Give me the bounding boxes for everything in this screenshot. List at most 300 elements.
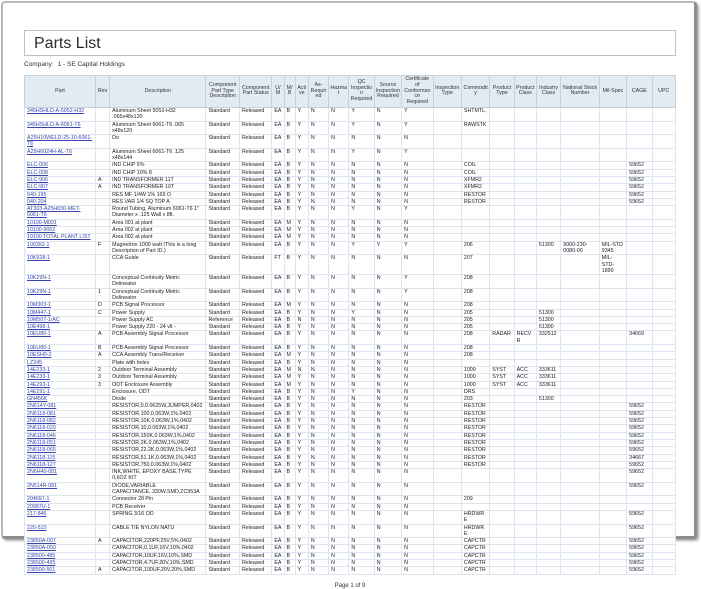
part-cell	[25, 135, 96, 149]
cell: Released	[239, 241, 271, 255]
cell	[95, 559, 109, 566]
cell	[536, 410, 560, 417]
cell: Y	[295, 545, 308, 552]
table-row	[25, 454, 676, 461]
cell: N	[402, 503, 433, 510]
cell	[599, 198, 626, 205]
cell: N	[349, 510, 374, 524]
cell	[599, 234, 626, 241]
cell	[490, 461, 514, 468]
cell: RES MF 1/4W 1% 169 O	[110, 191, 206, 198]
cell	[514, 107, 536, 121]
cell: EA	[272, 381, 284, 388]
cell: 59652	[627, 559, 652, 566]
cell: N	[329, 241, 349, 255]
cell: N	[308, 538, 328, 545]
cell	[95, 545, 109, 552]
column-header-part: Part	[25, 76, 96, 108]
cell: Standard	[206, 410, 239, 417]
cell: Standard	[206, 418, 239, 425]
cell	[514, 388, 536, 395]
cell	[599, 135, 626, 149]
cell	[514, 461, 536, 468]
part-link[interactable]: 10M507-1/AC	[27, 316, 60, 323]
cell: MIL-STD 9345	[599, 241, 626, 255]
cell: N	[374, 184, 401, 191]
cell: N	[402, 396, 433, 403]
cell: Standard	[206, 191, 239, 198]
cell: N	[374, 302, 401, 309]
cell: B	[284, 324, 295, 331]
cell: Y	[295, 219, 308, 226]
cell: Standard	[206, 545, 239, 552]
cell: Released	[239, 302, 271, 309]
cell: Released	[239, 176, 271, 183]
cell	[599, 227, 626, 234]
cell: Magnetron 1000 watt (This is a long Description of Part ID.)	[110, 241, 206, 255]
cell	[490, 482, 514, 496]
cell: EA	[272, 374, 284, 381]
cell	[490, 454, 514, 461]
table-row	[25, 461, 676, 468]
cell	[561, 324, 600, 331]
cell: Released	[239, 345, 271, 352]
part-link[interactable]: ELC-907	[27, 184, 48, 191]
cell	[652, 503, 676, 510]
cell	[433, 503, 461, 510]
cell: 1	[95, 288, 109, 302]
cell: N	[402, 482, 433, 496]
cell	[561, 552, 600, 559]
cell: 59652	[627, 482, 652, 496]
cell: N	[374, 234, 401, 241]
part-cell	[25, 241, 96, 255]
cell	[95, 206, 109, 220]
cell: N	[308, 461, 328, 468]
part-link[interactable]: GN456K	[27, 396, 48, 403]
cell	[433, 545, 461, 552]
cell: RAWSTK	[461, 121, 489, 135]
cell: N	[349, 418, 374, 425]
cell: N	[349, 381, 374, 388]
cell: B	[284, 206, 295, 220]
cell	[490, 359, 514, 366]
part-link[interactable]: 040-195	[27, 191, 47, 198]
cell	[652, 432, 676, 439]
cell: Y	[374, 241, 401, 255]
cell: N	[329, 496, 349, 503]
cell: N	[402, 352, 433, 359]
company-value: 1 - SE Capital Holdings	[57, 61, 125, 68]
part-link[interactable]: 14E291-1	[27, 388, 50, 395]
cell: N	[329, 176, 349, 183]
part-link[interactable]: 345HSHLD-A-6061-T6	[27, 121, 81, 128]
cell: N	[308, 454, 328, 461]
table-row	[25, 366, 676, 373]
cell	[433, 388, 461, 395]
cell	[433, 331, 461, 345]
cell	[433, 198, 461, 205]
part-cell	[25, 176, 96, 183]
part-cell	[25, 538, 96, 545]
cell: Released	[239, 198, 271, 205]
cell: 205	[461, 309, 489, 316]
cell: EA	[272, 559, 284, 566]
table-row	[25, 482, 676, 496]
cell: N	[308, 219, 328, 226]
cell: B	[284, 135, 295, 149]
cell: 34667	[627, 454, 652, 461]
cell: Released	[239, 184, 271, 191]
cell	[490, 219, 514, 226]
cell: N	[374, 352, 401, 359]
table-row	[25, 510, 676, 524]
cell	[433, 567, 461, 574]
cell: B	[284, 503, 295, 510]
cell	[490, 388, 514, 395]
cell: RESTOR	[461, 403, 489, 410]
part-link[interactable]: 220-510	[27, 524, 47, 531]
cell: B	[284, 396, 295, 403]
part-link[interactable]: 238500-485	[27, 552, 56, 559]
cell	[490, 107, 514, 121]
part-link[interactable]: 238500-501	[27, 567, 56, 574]
cell: Released	[239, 366, 271, 373]
cell	[95, 454, 109, 461]
cell	[514, 510, 536, 524]
cell: EA	[272, 366, 284, 373]
cell	[95, 496, 109, 503]
cell: B	[284, 418, 295, 425]
cell: B	[284, 121, 295, 135]
cell	[433, 324, 461, 331]
cell: B	[284, 559, 295, 566]
cell: N	[308, 241, 328, 255]
cell: Released	[239, 288, 271, 302]
cell: N	[349, 345, 374, 352]
cell	[561, 425, 600, 432]
cell: N	[308, 288, 328, 302]
cell	[652, 439, 676, 446]
cell: IND TRANSFORMER 11T	[110, 176, 206, 183]
part-link[interactable]: 204697-1	[27, 496, 50, 503]
cell	[536, 302, 560, 309]
part-link[interactable]: A25H6024H-AL-T6	[27, 148, 73, 155]
cell: EA	[272, 316, 284, 323]
cell: Y	[295, 381, 308, 388]
cell: EA	[272, 496, 284, 503]
cell: N	[349, 227, 374, 234]
cell: CAPCTR	[461, 538, 489, 545]
cell: N	[308, 496, 328, 503]
cell: SPRING 3/16 OD	[110, 510, 206, 524]
cell: IND TRANSFORMER 10T	[110, 184, 206, 191]
cell	[514, 275, 536, 289]
cell	[461, 503, 489, 510]
cell: 208	[461, 288, 489, 302]
part-link[interactable]: 2N6H40-081	[27, 469, 58, 476]
cell: N	[374, 545, 401, 552]
cell: B	[284, 552, 295, 559]
cell	[536, 403, 560, 410]
cell: Standard	[206, 482, 239, 496]
cell: Standard	[206, 454, 239, 461]
table-row	[25, 496, 676, 503]
part-link[interactable]: 100392-1	[27, 241, 50, 248]
cell: N	[329, 538, 349, 545]
table-row	[25, 162, 676, 169]
part-link[interactable]: ELC-006	[27, 162, 48, 169]
cell: N	[374, 425, 401, 432]
cell	[514, 538, 536, 545]
cell: B	[284, 176, 295, 183]
cell: N	[349, 255, 374, 275]
cell: N	[374, 366, 401, 373]
part-link[interactable]: ELC-008	[27, 169, 48, 176]
cell	[599, 552, 626, 559]
cell: Y	[402, 107, 433, 121]
cell: N	[374, 524, 401, 538]
cell	[561, 469, 600, 483]
part-link[interactable]: 10100-9002	[27, 227, 56, 234]
cell: Released	[239, 503, 271, 510]
cell	[433, 255, 461, 275]
cell: Standard	[206, 366, 239, 373]
cell: PCB Receiver	[110, 503, 206, 510]
cell	[652, 538, 676, 545]
cell: Y	[295, 107, 308, 121]
table-row	[25, 121, 676, 135]
part-cell	[25, 482, 96, 496]
cell: 59652	[627, 538, 652, 545]
table-row	[25, 331, 676, 345]
cell: N	[329, 288, 349, 302]
cell: EA	[272, 302, 284, 309]
part-link[interactable]: 2N6118-081	[27, 410, 56, 417]
cell: B	[284, 403, 295, 410]
report-page	[24, 30, 676, 589]
part-link[interactable]: 10E498-1	[27, 324, 50, 331]
part-link[interactable]: 2N6118-065	[27, 447, 56, 454]
part-link[interactable]: 2N6118-115	[27, 454, 56, 461]
cell: N	[329, 162, 349, 169]
cell: Released	[239, 425, 271, 432]
cell	[433, 316, 461, 323]
cell	[561, 162, 600, 169]
cell: Standard	[206, 439, 239, 446]
cell: Y	[402, 275, 433, 289]
cell: EA	[272, 352, 284, 359]
part-link[interactable]: 14E293-1	[27, 381, 50, 388]
cell: N	[349, 184, 374, 191]
part-link[interactable]: 10EU80-1	[27, 331, 51, 338]
cell: N	[329, 234, 349, 241]
cell	[561, 121, 600, 135]
part-cell	[25, 524, 96, 538]
cell: Y	[295, 396, 308, 403]
cell: Conceptual Continuity Metric Delineator	[110, 275, 206, 289]
cell	[627, 374, 652, 381]
column-header-national-stock-number: National Stock Number	[561, 76, 600, 108]
cell	[514, 418, 536, 425]
cell: EA	[272, 184, 284, 191]
part-link[interactable]: 10K29N-1	[27, 275, 51, 282]
cell: N	[308, 510, 328, 524]
cell	[536, 121, 560, 135]
cell: N	[374, 454, 401, 461]
cell: N	[329, 316, 349, 323]
cell: CAPACITOR,220PF,25V,5%,0402	[110, 538, 206, 545]
part-link[interactable]: ELC-906	[27, 176, 48, 183]
cell	[536, 107, 560, 121]
part-link[interactable]: 10K928-1	[27, 255, 50, 262]
cell: N	[349, 425, 374, 432]
cell: EA	[272, 510, 284, 524]
cell: N	[329, 219, 349, 226]
cell: Standard	[206, 461, 239, 468]
cell	[433, 461, 461, 468]
part-link[interactable]: 10K29N-1	[27, 288, 51, 295]
cell: CCA Assembly Trans/Receiver	[110, 352, 206, 359]
cell	[561, 524, 600, 538]
cell	[95, 396, 109, 403]
cell: N	[308, 559, 328, 566]
cell: 208	[461, 275, 489, 289]
part-link[interactable]: LZ345	[27, 359, 43, 366]
cell: N	[329, 135, 349, 149]
part-link[interactable]: 238500-495	[27, 559, 56, 566]
cell: PCB Signal Processor	[110, 302, 206, 309]
cell: N	[308, 206, 328, 220]
cell: Released	[239, 352, 271, 359]
part-link[interactable]: 10M303-1	[27, 302, 51, 309]
cell: 2	[95, 366, 109, 373]
part-link[interactable]: 10100 TOTAL PLANT LIST	[27, 234, 91, 241]
cell: B	[284, 316, 295, 323]
cell	[599, 482, 626, 496]
cell	[514, 410, 536, 417]
part-link[interactable]: 2N6118-051	[27, 439, 56, 446]
cell: RESISTOR,100,0.063W,1%,0402	[110, 410, 206, 417]
cell	[627, 219, 652, 226]
part-cell	[25, 162, 96, 169]
cell	[652, 234, 676, 241]
cell	[433, 454, 461, 461]
cell: N	[329, 432, 349, 439]
part-link[interactable]: 23850A-007	[27, 538, 56, 545]
part-link[interactable]: 040-204	[27, 198, 47, 205]
cell: N	[374, 482, 401, 496]
cell	[599, 454, 626, 461]
cell	[561, 418, 600, 425]
cell	[561, 198, 600, 205]
cell: Released	[239, 410, 271, 417]
table-row	[25, 538, 676, 545]
cell: DIODE,VARIABLE CAPACITANCE,.330W,SMD,ZC953A	[110, 482, 206, 496]
part-link[interactable]: 345HSHLD-A-5052-H32	[27, 107, 85, 114]
cell: Y	[349, 309, 374, 316]
cell	[627, 316, 652, 323]
cell: N	[374, 121, 401, 135]
cell: Y	[295, 309, 308, 316]
cell: N	[374, 403, 401, 410]
cell: INK,WHITE, EPOXY BASE,TYPE II,6OZ KIT	[110, 469, 206, 483]
cell	[514, 255, 536, 275]
report-title-box	[24, 30, 676, 56]
part-link[interactable]: 2N614Y-081	[27, 403, 57, 410]
part-link[interactable]: A25H10WELD-25-10-6061-T6	[27, 135, 93, 148]
cell	[490, 403, 514, 410]
part-link[interactable]: 10ESH0-2	[27, 352, 52, 359]
cell	[433, 381, 461, 388]
cell	[652, 461, 676, 468]
cell: Standard	[206, 381, 239, 388]
part-link[interactable]: 217-846	[27, 510, 47, 517]
cell: Released	[239, 567, 271, 574]
cell: Standard	[206, 538, 239, 545]
cell: Standard	[206, 121, 239, 135]
cell: N	[374, 496, 401, 503]
cell: Released	[239, 447, 271, 454]
cell: F	[95, 241, 109, 255]
cell	[561, 482, 600, 496]
cell: N	[349, 191, 374, 198]
part-link[interactable]: 2N6118-127	[27, 461, 56, 468]
cell	[461, 148, 489, 162]
cell: N	[329, 275, 349, 289]
part-link[interactable]: 2N6118-029	[27, 425, 56, 432]
part-link[interactable]: AT303-A25H030-MET-6061-T6	[27, 206, 81, 219]
cell	[561, 439, 600, 446]
cell	[599, 324, 626, 331]
cell: B	[284, 107, 295, 121]
part-link[interactable]: 2N6118-046	[27, 432, 56, 439]
part-link[interactable]: 14E233-1	[27, 374, 50, 381]
cell: B	[284, 191, 295, 198]
cell: M	[284, 352, 295, 359]
table-row	[25, 206, 676, 220]
part-link[interactable]: 23850A-050	[27, 545, 56, 552]
cell: 59652	[627, 469, 652, 483]
cell: COIL	[461, 162, 489, 169]
part-link[interactable]: 10M447-1	[27, 309, 51, 316]
cell: Area 002 at plant	[110, 227, 206, 234]
cell	[490, 545, 514, 552]
cell: B	[95, 345, 109, 352]
part-link[interactable]: 10100-M001	[27, 219, 57, 226]
cell: Outdoor Terminal Assembly	[110, 374, 206, 381]
column-header-u-m: U/ M	[272, 76, 284, 108]
cell: N	[374, 359, 401, 366]
cell: N	[374, 538, 401, 545]
cell: N	[349, 559, 374, 566]
cell: EA	[272, 439, 284, 446]
cell: Outdoor Terminal Assembly	[110, 366, 206, 373]
part-link[interactable]: 10EU80-1	[27, 345, 51, 352]
cell	[599, 432, 626, 439]
part-link[interactable]: 20987U-1	[27, 503, 51, 510]
cell: N	[349, 447, 374, 454]
cell: ACC	[514, 374, 536, 381]
cell: N	[402, 176, 433, 183]
table-row	[25, 469, 676, 483]
part-link[interactable]: 14E233-1	[27, 366, 50, 373]
part-link[interactable]: 2N514R-081	[27, 482, 58, 489]
part-link[interactable]: 2N6118-082	[27, 418, 56, 425]
part-cell	[25, 559, 96, 566]
cell	[95, 234, 109, 241]
cell: N	[402, 403, 433, 410]
